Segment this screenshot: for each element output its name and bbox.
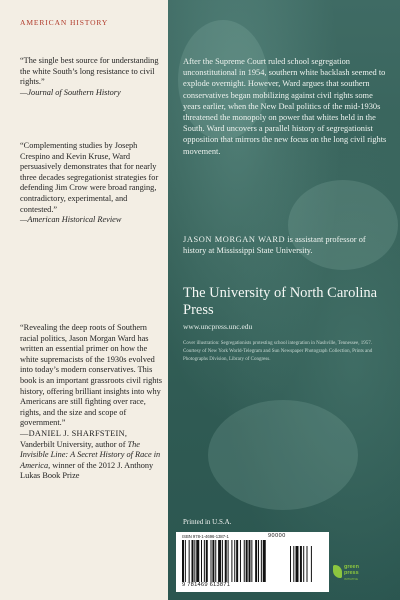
barcode-bar [293,546,294,582]
logo-line-2: press [344,570,359,576]
leaf-icon [333,565,342,578]
barcode-bar [182,540,184,582]
logo-line-3: INITIATIVE [344,577,358,581]
barcode-bar [263,540,266,582]
quote-text: “The single best source for understanding the white South’s long resistance to civil rights.” [20,56,159,87]
cover-illustration-credit: Cover illustration: Segregationists protesting school integration in Nashville, Tennessee, 1957. Courtesy of New York World-Telegram and Sun Newspaper Photograph Collection, Prints and Photographs Division, Library of Congress. [183,341,373,362]
printed-in-label: Printed in U.S.A. [183,518,232,526]
barcode-bar [231,540,232,582]
green-press-initiative-logo [333,561,367,585]
barcode-bar [296,546,299,582]
barcode-bar [204,540,205,582]
barcode-bar [225,540,227,582]
barcode-bar [255,540,257,582]
barcode-bar [194,540,195,582]
barcode-bar [228,540,229,582]
review-quote-3 [20,323,163,482]
barcode-bar [192,540,194,582]
barcode-bar [244,540,245,582]
category-label: AMERICAN HISTORY [20,18,109,27]
isbn-barcode [176,532,329,592]
publisher-name: The University of North Carolina Press [183,285,378,318]
barcode-bar [261,540,262,582]
barcode-bar [249,540,251,582]
photo-texture [288,180,398,270]
quote-attribution: —American Historical Review [20,215,122,225]
barcode-bar [290,546,291,582]
barcode-bar [212,540,214,582]
isbn-text: ISBN 978-1-4696-1387-1 [182,534,229,539]
review-quote-2 [20,141,163,226]
barcode-bar [311,546,312,582]
barcode-digits: 9 781469 613871 [182,582,231,588]
barcode-bar [215,540,216,582]
quote-attribution: —Journal of Southern History [20,87,121,97]
attribution-name: —DANIEL J. SHARFSTEIN, [20,428,128,438]
publisher-url: www.uncpress.unc.edu [183,322,253,331]
price-code: 90000 [268,533,286,539]
barcode-bar [196,540,199,582]
barcode-bar [240,540,241,582]
barcode-bar [206,540,208,582]
barcode-bar [185,540,186,582]
barcode-bar [251,540,252,582]
author-bio [183,234,388,256]
barcode-bar [307,546,308,582]
barcode-bar [211,540,212,582]
quote-attribution [20,429,163,482]
photo-texture [208,400,358,510]
barcode-bar [201,540,202,582]
attribution-book-title: The Invisible Line: A Secret History of Race in America, [20,439,161,470]
attribution-award: winner of the 2012 J. Anthony Lukas Book Prize [20,460,154,481]
barcode-bars [182,540,323,582]
attribution-affiliation: Vanderbilt University, author of [20,439,128,449]
barcode-bar [218,540,221,582]
author-bio-text: is assistant professor of history at Mississippi State University. [183,235,366,256]
logo-line-1: green [344,564,359,570]
barcode-bar [189,540,190,582]
barcode-bar [303,546,304,582]
barcode-bar [246,540,248,582]
back-cover-photo-panel [168,0,400,600]
quote-text: “Revealing the deep roots of Southern racial politics, Jason Morgan Ward has written an essential primer on how the white supremacists of the 1930s evolved into today’s modern conservatives. This book is an important grassroots civil rights history, offering brilliant insights into why Americans are still fighting over race, rights, and the size and scope of government.” [20,323,162,428]
back-cover-left-panel [0,0,168,600]
book-description: After the Supreme Court ruled school segregation unconstitutional in 1954, southern white backlash seemed to explode overnight. However, Ward argues that southern conservatives began mobilizing against civil rights some years earlier, when the New Deal politics of the mid-1930s threatened the monopoly on power that whites held in the South. Ward uncovers a parallel history of segregationist opposition that mirrors the new focus on the long civil rights movement. [183,57,387,156]
review-quote-1 [20,56,163,98]
barcode-bar [300,546,302,582]
author-name: JASON MORGAN WARD [183,235,286,244]
quote-text: “Complementing studies by Joseph Crespino and Kevin Kruse, Ward persuasively demonstrates that for nearly three decades segregationist strategies for defending Jim Crow were broad ranging, contradictory, experimental, and contested.” [20,141,159,214]
barcode-bar [258,540,259,582]
barcode-bar [234,540,235,582]
barcode-bar [236,540,238,582]
barcode-bar [222,540,223,582]
